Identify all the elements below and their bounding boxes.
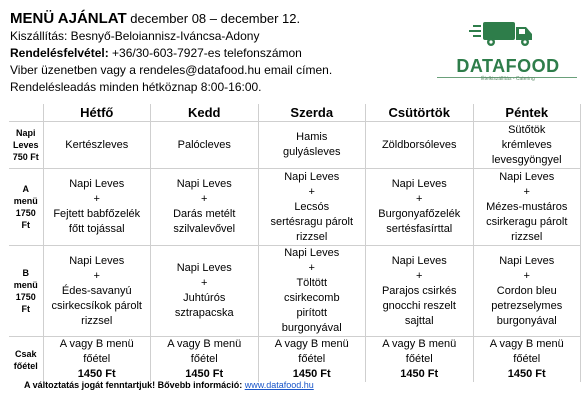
- dish-line: főtt tojással: [68, 223, 125, 235]
- day-header: Hétfő: [43, 104, 151, 122]
- row-label-line: 750 Ft: [12, 152, 39, 162]
- menu-header: [10, 10, 430, 96]
- row-label-line: A: [22, 184, 29, 194]
- dish-line: főétel: [190, 353, 218, 365]
- row-label: [9, 337, 43, 383]
- dish-line: A vagy B menü: [274, 338, 349, 350]
- order-hours: Rendelésleadás minden hétköznap 8:00-16:00.: [10, 80, 262, 94]
- dish-line: +: [523, 269, 530, 282]
- day-header: Csütörtök: [366, 104, 474, 122]
- row-label-line: Napi: [15, 128, 36, 138]
- price-label: 1450 Ft: [77, 368, 116, 380]
- weekly-menu-table: [9, 104, 581, 382]
- row-label-line: főétel: [13, 360, 38, 371]
- dish-line: +: [201, 277, 208, 289]
- dish-line: burgonyával: [496, 314, 557, 327]
- dish-line: Napi Leves: [284, 170, 340, 183]
- dish-line: főétel: [513, 353, 541, 365]
- delivery-area: Kiszállítás: Besnyő-Beloiannisz-Iváncsa-Adony: [10, 29, 260, 43]
- delivery-truck-icon: [437, 12, 577, 58]
- row-label-line: Csak: [14, 348, 37, 359]
- menu-title: MENÜ AJÁNLAT: [10, 10, 127, 27]
- dish-line: +: [416, 269, 423, 282]
- menu-cell: [258, 169, 366, 246]
- dish-line: Napi Leves: [176, 262, 232, 274]
- menu-cell: [473, 337, 581, 383]
- dish-line: Cordon bleu: [496, 284, 557, 297]
- dish-line: Fejtett babfőzelék: [53, 208, 141, 220]
- dish-line: A vagy B menü: [59, 338, 134, 350]
- dish-line: Zöldborsóleves: [381, 138, 457, 151]
- dish-line: sertésfasírttal: [386, 223, 453, 235]
- title-line: [10, 10, 430, 28]
- menu-cell: [43, 122, 151, 169]
- dish-line: szilvalevővel: [173, 223, 236, 235]
- dish-line: főétel: [405, 353, 433, 365]
- day-header: Kedd: [151, 104, 259, 122]
- dish-line: Darás metélt: [173, 208, 236, 220]
- dish-line: Édes-savanyú: [61, 284, 132, 297]
- dish-line: Napi Leves: [284, 247, 340, 259]
- menu-cell: [473, 169, 581, 246]
- dish-line: A vagy B menü: [489, 338, 564, 350]
- dish-line: Parajos csirkés: [381, 284, 457, 297]
- dish-line: rizzsel: [296, 230, 328, 243]
- dish-line: csirkeragu párolt: [486, 215, 568, 228]
- menu-cell: [151, 246, 259, 337]
- dish-line: gulyásleves: [283, 146, 341, 158]
- dish-line: levesgyöngyel: [491, 153, 562, 166]
- dish-line: rizzsel: [511, 230, 543, 243]
- dish-line: Sütőtök: [508, 123, 546, 136]
- order-label: Rendelésfelvétel:: [10, 46, 109, 60]
- menu-cell: [473, 122, 581, 169]
- menu-b-row: [9, 246, 581, 337]
- menu-cell: [43, 337, 151, 383]
- dish-line: Hamis: [296, 131, 328, 143]
- dish-line: csirkecomb: [283, 292, 340, 304]
- menu-cell: [473, 246, 581, 337]
- dish-line: Lecsós: [294, 200, 330, 213]
- day-header: Péntek: [473, 104, 581, 122]
- menu-cell: [258, 337, 366, 383]
- dish-line: A vagy B menü: [382, 338, 457, 350]
- menu-cell: [258, 122, 366, 169]
- price-label: 1450 Ft: [507, 368, 546, 380]
- row-label-line: Ft: [21, 304, 30, 314]
- menu-cell: [366, 122, 474, 169]
- row-label-line: B: [22, 268, 29, 278]
- dish-line: A vagy B menü: [167, 338, 242, 350]
- dish-line: sertésragu párolt: [270, 215, 354, 228]
- dish-line: +: [93, 193, 100, 205]
- dish-line: Mézes-mustáros: [486, 200, 568, 213]
- datafood-logo: [437, 12, 577, 94]
- dish-line: Kertészleves: [65, 138, 129, 151]
- dish-line: főétel: [83, 353, 111, 365]
- dish-line: petrezselymes: [491, 299, 563, 312]
- logo-tagline: Ételkiszállítás - Catering: [481, 76, 535, 82]
- date-range: december 08 – december 12.: [126, 11, 301, 26]
- website-link[interactable]: www.datafood.hu: [244, 380, 314, 390]
- menu-cell: [151, 122, 259, 169]
- dish-line: gnocchi reszelt: [382, 299, 456, 312]
- day-header-row: [9, 104, 581, 122]
- menu-cell: [151, 169, 259, 246]
- dish-line: +: [416, 193, 423, 205]
- menu-cell: [43, 246, 151, 337]
- dish-line: burgonyával: [281, 322, 342, 334]
- menu-cell: [366, 169, 474, 246]
- dish-line: Napi Leves: [499, 254, 555, 267]
- dish-line: Napi Leves: [499, 170, 555, 183]
- order-phone: +36/30-603-7927-es telefonszámon: [108, 46, 302, 60]
- dish-line: sajttal: [404, 314, 434, 327]
- menu-cell: [366, 246, 474, 337]
- dish-line: sztrapacska: [174, 307, 234, 319]
- dish-line: +: [93, 269, 100, 282]
- dish-line: Napi Leves: [176, 178, 232, 190]
- corner-cell: [9, 104, 43, 122]
- dish-line: Napi Leves: [391, 254, 447, 267]
- menu-cell: [151, 337, 259, 383]
- dish-line: csirkecsíkok párolt: [51, 299, 142, 312]
- logo-brand: DATAFOOD: [456, 56, 560, 76]
- dish-line: főétel: [298, 353, 326, 365]
- dish-line: +: [308, 262, 315, 274]
- menu-cell: [366, 337, 474, 383]
- row-label-line: 1750: [15, 208, 36, 218]
- dish-line: Napi Leves: [69, 178, 125, 190]
- menu-a-row: [9, 169, 581, 246]
- dish-line: Napi Leves: [69, 254, 125, 267]
- menu-cell: [43, 169, 151, 246]
- dish-line: +: [308, 185, 315, 198]
- dish-line: +: [201, 193, 208, 205]
- dish-line: Palócleves: [177, 138, 231, 151]
- viber-info: Viber üzenetben vagy a rendeles@datafood.hu email címen.: [10, 63, 333, 77]
- footer-note: [24, 380, 314, 390]
- dish-line: pirított: [296, 307, 328, 319]
- order-info: [10, 45, 430, 62]
- footer-text: A változtatás jogát fenntartjuk! Bővebb információ:: [24, 380, 245, 390]
- price-label: 1450 Ft: [185, 368, 224, 380]
- main-course-row: [9, 337, 581, 383]
- dish-line: Töltött: [296, 277, 328, 289]
- row-label: [9, 169, 43, 246]
- row-label: [9, 246, 43, 337]
- dish-line: Napi Leves: [391, 178, 447, 190]
- row-label: [9, 122, 43, 169]
- row-label-line: menü: [13, 280, 38, 290]
- row-label-line: 1750: [15, 292, 36, 302]
- dish-line: rizzsel: [81, 314, 113, 327]
- menu-cell: [258, 246, 366, 337]
- row-label-line: menü: [13, 196, 38, 206]
- dish-line: Burgonyafőzelék: [378, 208, 461, 220]
- dish-line: krémleves: [501, 138, 552, 151]
- dish-line: +: [523, 185, 530, 198]
- day-header: Szerda: [258, 104, 366, 122]
- soup-row: [9, 122, 581, 169]
- price-label: 1450 Ft: [400, 368, 439, 380]
- dish-line: Juhtúrós: [183, 292, 226, 304]
- row-label-line: Leves: [12, 140, 39, 150]
- row-label-line: Ft: [21, 220, 30, 230]
- price-label: 1450 Ft: [292, 368, 331, 380]
